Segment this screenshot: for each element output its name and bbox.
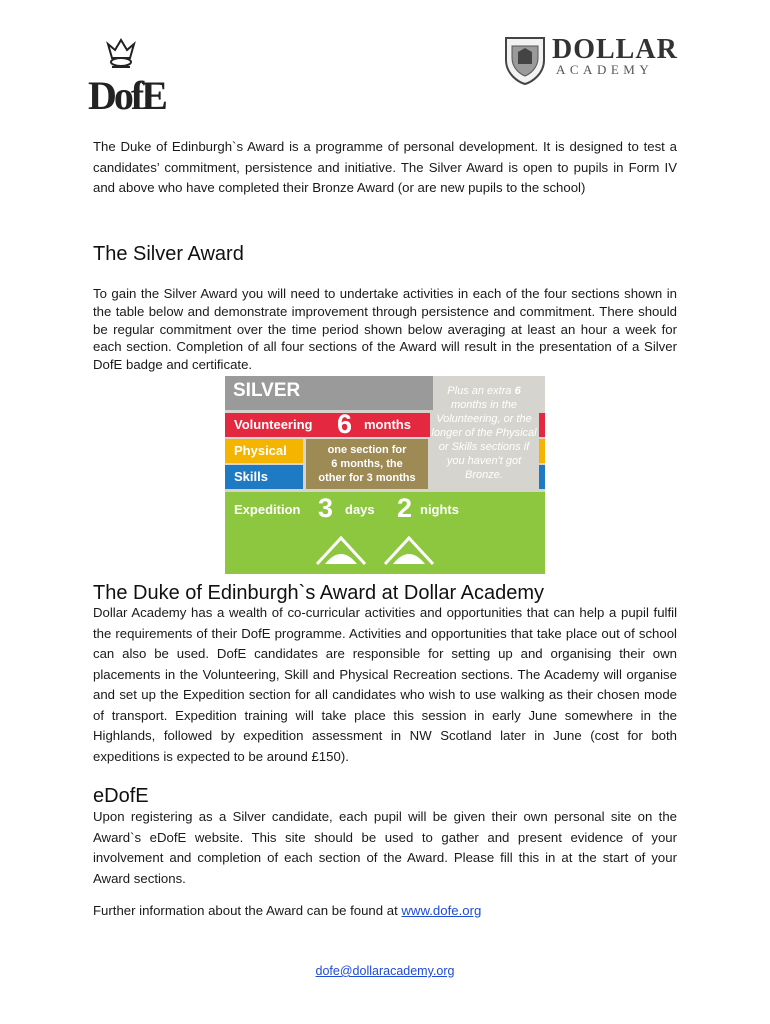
dofe-logo-text: DofE <box>88 73 165 118</box>
duration-line-3: other for 3 months <box>318 472 416 484</box>
note-prefix: Plus an extra <box>447 385 515 397</box>
intro-paragraph: The Duke of Edinburgh`s Award is a programme of personal development. It is designed to test a candidates’ commitment, persistence and initiative. The Silver Award is open to pupils in Form IV and above who have completed their Bronze Award (or are new pupils to the school) <box>93 139 677 195</box>
expedition-days-label: days <box>345 502 375 517</box>
crown-icon <box>88 34 154 74</box>
volunteering-months-number: 6 <box>337 409 353 439</box>
volunteering-months-unit: months <box>364 417 411 432</box>
volunteering-row <box>225 409 430 439</box>
silver-award-graphic <box>225 376 545 574</box>
dollar-academy-subtitle: ACADEMY <box>556 62 654 77</box>
physical-skills-duration <box>306 439 428 489</box>
expedition-nights-number: 2 <box>397 493 413 523</box>
dofe-logo <box>88 34 165 118</box>
graphic-title-bar <box>225 376 433 410</box>
footer-email-link[interactable]: dofe@dollaracademy.org <box>315 964 455 978</box>
duration-line-1: one section for <box>327 444 407 456</box>
skills-label: Skills <box>234 469 268 484</box>
physical-cell <box>225 439 303 463</box>
bronze-extra-note <box>431 384 537 482</box>
crest-icon <box>502 34 548 86</box>
dollar-section-paragraph: Dollar Academy has a wealth of co-curricular activities and opportunities that can help a pupil fulfil the requirements of their DofE programme. Activities and opportunities that take place out of school can also be used. DofE candidates are responsible for setting up and organising their own placements in the Volunteering, Skill and Physical Recreation sections. The Academy will organise and set up the Expedition section for all candidates who wish to use walking as their chosen mode of transport. Expedition training will take place this session in early June somewhere in the Highlands, followed by expedition assessment in NW Scotland later in June (cost for both expeditions is expected to be around £150). <box>93 605 677 764</box>
expedition-days-number: 3 <box>318 493 334 523</box>
note-extra-months: 6 <box>514 385 521 397</box>
right-stripe-blue <box>539 465 545 489</box>
edofe-paragraph: Upon registering as a Silver candidate, each pupil will be given their own personal site on the Award`s eDofE website. This site should be used to gather and present evidence of your involvement and completion of each section of the Award. Please fill this in at the start of your Award sections. <box>93 809 677 886</box>
graphic-title: SILVER <box>233 380 301 401</box>
dollar-academy-name: DOLLAR <box>552 34 678 65</box>
silver-award-heading: The Silver Award <box>93 243 244 265</box>
skills-cell <box>225 465 303 489</box>
physical-label: Physical <box>234 443 287 458</box>
further-info-line <box>93 901 677 922</box>
right-stripe-red <box>539 413 545 437</box>
edofe-heading: eDofE <box>93 785 149 807</box>
dofe-website-link[interactable]: www.dofe.org <box>401 903 482 918</box>
right-stripe-yellow <box>539 439 545 463</box>
footer <box>0 964 770 978</box>
dollar-section-heading: The Duke of Edinburgh`s Award at Dollar Academy <box>93 582 544 604</box>
volunteering-label: Volunteering <box>234 417 313 432</box>
tents-icon <box>311 530 451 570</box>
dollar-academy-logo <box>500 30 690 90</box>
duration-line-2: 6 months, the <box>331 458 403 470</box>
note-body: months in the Volunteering, or the longer of the Physical or Skills sections if you haven't got Bronze. <box>431 399 537 481</box>
silver-award-paragraph: To gain the Silver Award you will need to undertake activities in each of the four sections shown in the table below and demonstrate improvement through persistence and commitment. There should be regular commitment over the time period shown below averaging at least an hour a week for each section. Completion of all four sections of the Award will result in the presentation of a Silver DofE badge and certificate. <box>93 286 677 373</box>
expedition-nights-label: nights <box>420 502 459 517</box>
expedition-block <box>225 492 545 574</box>
further-info-text: Further information about the Award can be found at <box>93 903 402 918</box>
expedition-label: Expedition <box>234 502 301 517</box>
